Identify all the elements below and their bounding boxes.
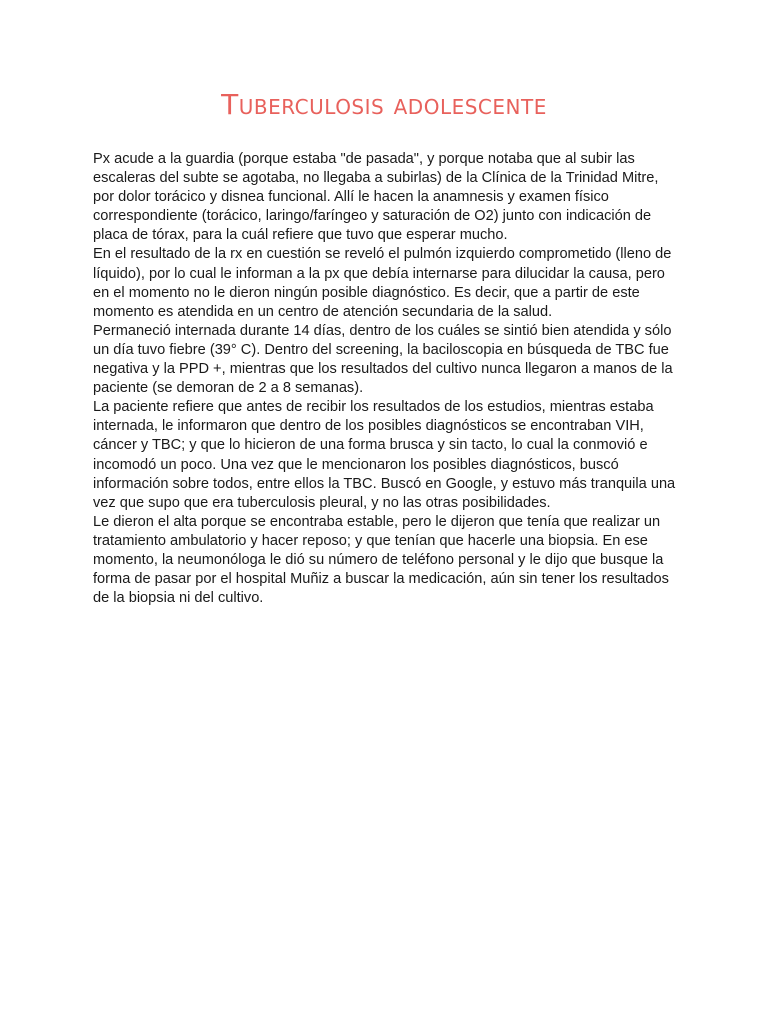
paragraph-guardia: Px acude a la guardia (porque estaba "de pasada", y porque notaba que al subir las escaleras del subte se agotaba, no llegaba a subirlas) de la Clínica de la Trinidad Mitre, por dolor torácico y disnea funcional. Allí le hacen la anamnesis y examen físico correspondiente (torácico, laringo/faríngeo y saturación de O2) junto con indicación de placa de tórax, para la cuál refiere que tuvo que esperar mucho. [93, 151, 659, 244]
paragraph-rx-result: En el resultado de la rx en cuestión se reveló el pulmón izquierdo comprometido (lleno de líquido), por lo cual le informan a la px que debía internarse para dilucidar la causa, pero en el momento no le dieron ningún posible diagnóstico. Es decir, que a partir de este momento es atendida en un centro de atención secundaria de la salud. [93, 246, 672, 320]
document-title: Tuberculosis adolescente [221, 88, 547, 121]
paragraph-diagnosticos: La paciente refiere que antes de recibir los resultados de los estudios, mientras estaba internada, le informaron que dentro de los posibles diagnósticos se encontraban VIH, cáncer y TBC; y que lo hicieron de una forma brusca y sin tacto, lo cual la conmovió e incomodó un poco. Una vez que le mencionaron los posibles diagnósticos, buscó información sobre todos, entre ellos la TBC. Buscó en Google, y estuvo más tranquila una vez que supo que era tuberculosis pleural, y no las otras posibilidades. [93, 399, 676, 511]
paragraph-internacion: Permaneció internada durante 14 días, dentro de los cuáles se sintió bien atendida y sólo un día tuvo fiebre (39° C). Dentro del screening, la baciloscopia en búsqueda de TBC fue negativa y la PPD +, mientras que los resultados del cultivo nunca llegaron a manos de la paciente (se demoran de 2 a 8 semanas). [93, 322, 673, 397]
document-body [93, 150, 683, 608]
paragraph-alta: Le dieron el alta porque se encontraba estable, pero le dijeron que tenía que realizar un tratamiento ambulatorio y hacer reposo; y que tenían que hacerle una biopsia. En ese momento, la neumonóloga le dió su número de teléfono personal y le dijo que busque la forma de pasar por el hospital Muñiz a buscar la medicación, aún sin tener los resultados de la biopsia ni del cultivo. [93, 513, 669, 607]
